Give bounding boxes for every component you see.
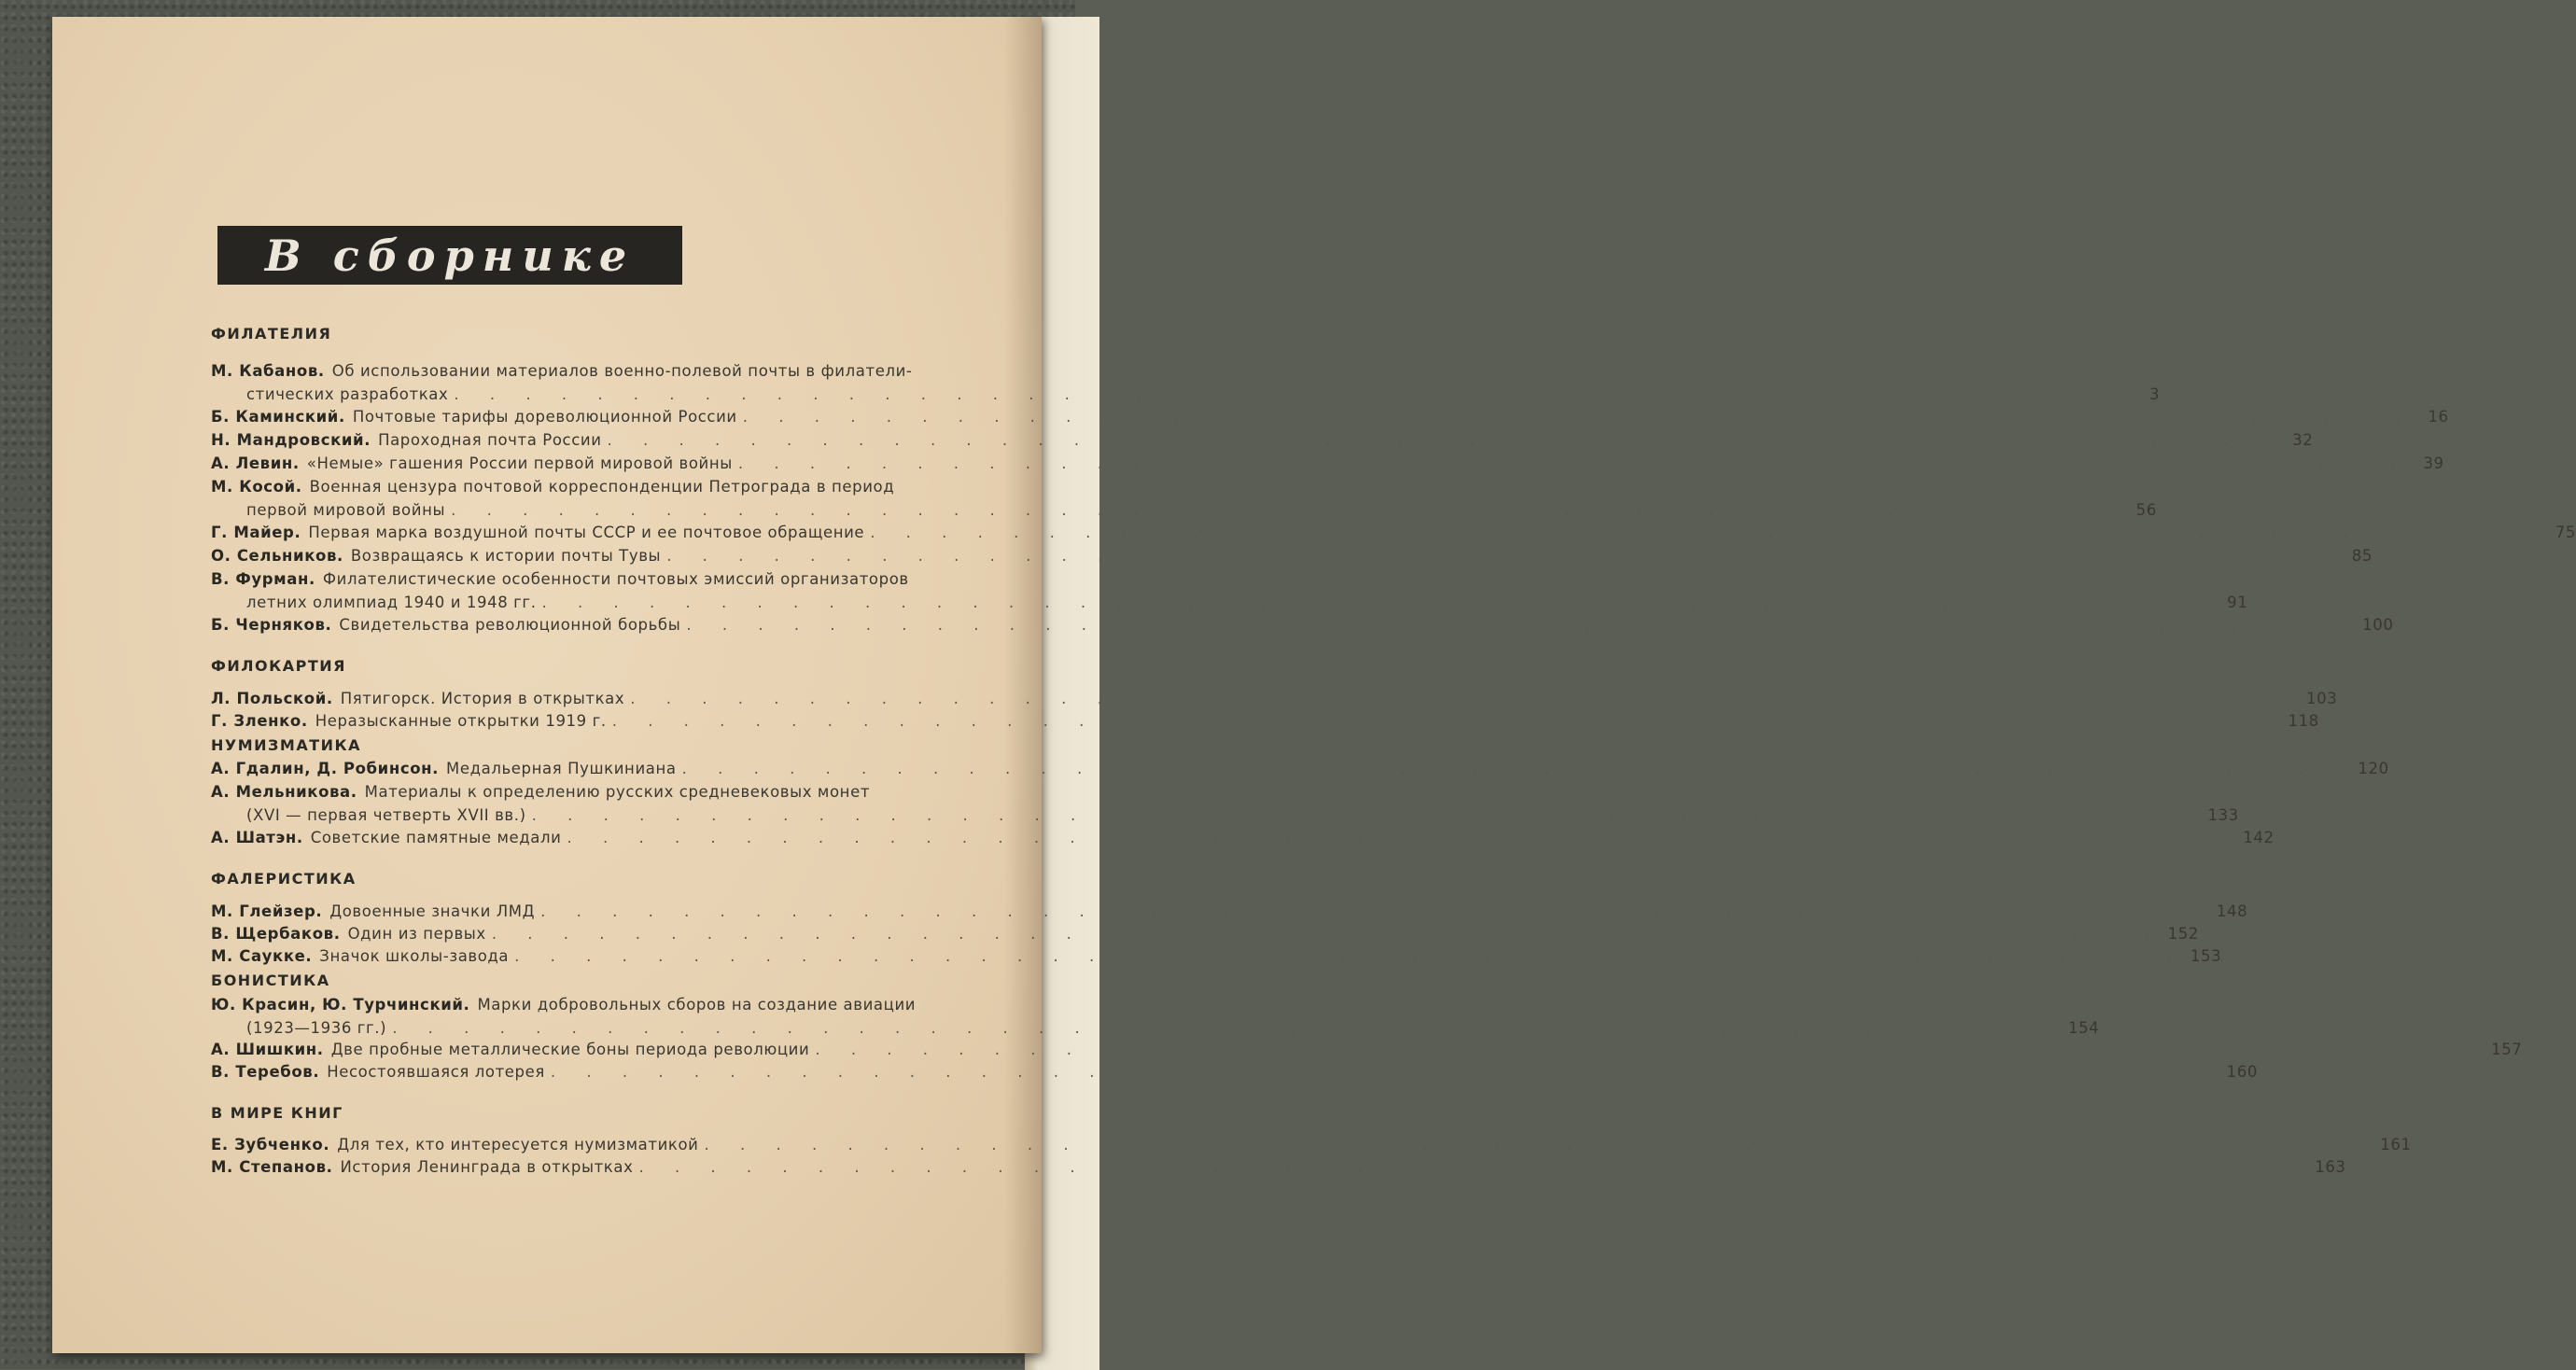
toc-entry-line [211, 829, 2275, 852]
page-number: 103 [2306, 690, 2338, 707]
page-number: 91 [2227, 594, 2248, 611]
entry-title: Значок школы-завода [319, 947, 510, 965]
entry-title: Филателистические особенности почтовых эмиссий организаторов [322, 570, 909, 588]
toc-entry [211, 1063, 2258, 1086]
page-number: 133 [2207, 806, 2239, 824]
page-title: В сборнике [264, 230, 636, 281]
entry-author: В. Теребов. [211, 1063, 320, 1081]
dot-leader [532, 806, 2203, 824]
page-number: 3 [2149, 385, 2161, 403]
toc-entry [211, 616, 2394, 639]
entry-author: Л. Польской. [211, 690, 333, 707]
entry-title: первой мировой войны [246, 501, 446, 519]
dot-leader [551, 1063, 2221, 1081]
section-heading: В МИРЕ КНИГ [211, 1104, 343, 1122]
toc-entry-line [211, 783, 990, 806]
page-number: 154 [2067, 1019, 2100, 1037]
entry-title: Материалы к определению русских средневековых монет [364, 783, 871, 801]
toc-entry-line [211, 1158, 2346, 1181]
toc-entry-line [211, 594, 2248, 617]
entry-author: Г. Зленко. [211, 712, 308, 730]
dot-leader [738, 454, 2409, 472]
toc-entry [211, 925, 2199, 948]
page-number: 157 [2491, 1041, 2523, 1058]
entry-author: А. Шатэн. [211, 829, 303, 846]
dot-leader [815, 1041, 2485, 1058]
entry-author: Б. Каминский. [211, 408, 345, 426]
toc-entry-line [211, 408, 2449, 431]
dot-leader [454, 385, 2124, 403]
toc-entry-line [211, 712, 2319, 735]
entry-title: Об использовании материалов военно-полевой почты в филатели- [331, 362, 913, 380]
title-banner [217, 226, 682, 285]
toc-entry-line [211, 1041, 2523, 1064]
entry-title: (1923—1936 гг.) [246, 1019, 387, 1037]
entry-author: Н. Мандровский. [211, 431, 371, 449]
entry-title: летних олимпиад 1940 и 1948 гг. [246, 594, 537, 611]
entry-author: М. Глейзер. [211, 902, 323, 920]
entry-title: Медальерная Пушкиниана [446, 760, 677, 777]
toc-entry [211, 362, 2161, 409]
dot-leader [392, 1019, 2063, 1037]
entry-title: Свидетельства революционной борьбы [339, 616, 681, 634]
entry-title: Несостоявшаяся лотерея [327, 1063, 545, 1081]
toc-entry [211, 902, 2248, 926]
toc-entry [211, 690, 2338, 713]
toc-entry [211, 760, 2389, 783]
page-number: 75 [2555, 524, 2576, 541]
page-number: 160 [2226, 1063, 2258, 1081]
entry-title: История Ленинграда в открытках [340, 1158, 634, 1176]
toc-entry [211, 1136, 2412, 1159]
toc-entry [211, 1041, 2523, 1064]
entry-title: Возвращаясь к истории почты Тувы [350, 547, 662, 565]
dot-leader [451, 501, 2121, 519]
toc-entry-line [211, 454, 2444, 478]
entry-title: Пятигорск. История в открытках [340, 690, 625, 707]
section-heading: ФИЛАТЕЛИЯ [211, 325, 332, 342]
entry-author: М. Кабанов. [211, 362, 325, 380]
toc-entry-line [211, 760, 2389, 783]
entry-title: Неразысканные открытки 1919 г. [315, 712, 607, 730]
dot-leader [870, 524, 2541, 541]
dot-leader [686, 616, 2357, 634]
toc-entry-line [211, 547, 2373, 570]
entry-author: М. Степанов. [211, 1158, 333, 1176]
toc-entry-line [211, 616, 2394, 639]
toc-entry-line [211, 902, 2248, 926]
toc-entry-line [211, 501, 2157, 524]
entry-author: А. Шишкин. [211, 1041, 324, 1058]
entry-title: стических разработках [246, 385, 449, 403]
dot-leader [682, 760, 2353, 777]
entry-author: А. Гдалин, Д. Робинсон. [211, 760, 440, 777]
section-heading: БОНИСТИКА [211, 972, 330, 989]
toc-entry [211, 524, 2576, 547]
toc-entry [211, 829, 2275, 852]
dot-leader [542, 594, 2213, 611]
page-number: 120 [2358, 760, 2389, 777]
page-number: 56 [2135, 501, 2157, 519]
dot-leader [514, 947, 2185, 965]
toc-entry [211, 431, 2314, 454]
page-number: 148 [2216, 902, 2248, 920]
entry-title: Довоенные значки ЛМД [329, 902, 536, 920]
entry-title: (XVI — первая четверть XVII вв.) [246, 806, 526, 824]
entry-title: Две пробные металлические боны периода революции [330, 1041, 810, 1058]
page-number: 100 [2362, 616, 2394, 634]
toc-entry [211, 570, 2248, 617]
toc-entry-line [211, 1019, 2100, 1042]
dot-leader [630, 690, 2301, 707]
entry-author: О. Сельников. [211, 547, 343, 565]
toc-entry [211, 996, 2100, 1042]
toc-entry [211, 454, 2444, 478]
entry-title: Почтовые тарифы дореволюционной России [352, 408, 737, 426]
page-number: 161 [2380, 1136, 2412, 1153]
entry-title: Марки добровольных сборов на создание авиации [477, 996, 917, 1014]
toc-entry-line [211, 1063, 2258, 1086]
toc-entry-line [211, 806, 2239, 830]
toc-entry [211, 783, 2239, 830]
dot-leader [638, 1158, 2309, 1176]
entry-author: В. Щербаков. [211, 925, 341, 943]
dot-leader [492, 925, 2163, 943]
dot-leader [704, 1136, 2374, 1153]
toc-entry [211, 478, 2157, 524]
toc-entry-line [211, 570, 990, 594]
toc-entry-line [211, 925, 2199, 948]
dot-leader [608, 431, 2278, 449]
toc-entry-line [211, 947, 2222, 971]
toc-entry-line [211, 996, 990, 1019]
entry-title: Первая марка воздушной почты СССР и ее почтовое обращение [308, 524, 865, 541]
page-number: 32 [2292, 431, 2314, 449]
entry-title: Военная цензура почтовой корреспонденции Петрограда в период [309, 478, 895, 496]
toc-entry-line [211, 690, 2338, 713]
entry-author: Г. Майер. [211, 524, 301, 541]
page-number: 153 [2190, 947, 2222, 965]
entry-author: Е. Зубченко. [211, 1136, 330, 1153]
entry-title: «Немые» гашения России первой мировой войны [306, 454, 733, 472]
dot-leader [666, 547, 2337, 565]
page-number: 16 [2428, 408, 2449, 426]
entry-author: М. Косой. [211, 478, 302, 496]
entry-author: Б. Черняков. [211, 616, 332, 634]
toc-entry-line [211, 431, 2314, 454]
section-heading: ФАЛЕРИСТИКА [211, 870, 357, 888]
page-number: 142 [2243, 829, 2275, 846]
toc-entry-line [211, 478, 990, 501]
page-number: 39 [2423, 454, 2444, 472]
dot-leader [743, 408, 2414, 426]
page-number: 118 [2288, 712, 2319, 730]
toc-entry [211, 547, 2373, 570]
entry-author: А. Левин. [211, 454, 300, 472]
entry-title: Советские памятные медали [310, 829, 562, 846]
toc-entry-line [211, 385, 2161, 409]
toc-entry [211, 712, 2319, 735]
toc-entry [211, 947, 2222, 971]
entry-title: Для тех, кто интересуется нумизматикой [337, 1136, 699, 1153]
entry-author: Ю. Красин, Ю. Турчинский. [211, 996, 470, 1014]
page-number: 152 [2167, 925, 2199, 943]
entry-author: А. Мельникова. [211, 783, 357, 801]
dot-leader [540, 902, 2211, 920]
section-heading: НУМИЗМАТИКА [211, 736, 361, 754]
page-number: 163 [2315, 1158, 2346, 1176]
book-page [52, 17, 2576, 1353]
entry-title: Пароходная почта России [378, 431, 602, 449]
toc-entry [211, 408, 2449, 431]
toc-entry-line [211, 362, 990, 385]
entry-author: В. Фурман. [211, 570, 315, 588]
entry-author: М. Саукке. [211, 947, 313, 965]
page-number: 85 [2351, 547, 2373, 565]
toc-entry-line [211, 1136, 2412, 1159]
section-heading: ФИЛОКАРТИЯ [211, 657, 346, 675]
dot-leader [567, 829, 2237, 846]
toc-entry [211, 1158, 2346, 1181]
dot-leader [612, 712, 2283, 730]
toc-entry-line [211, 524, 2576, 547]
entry-title: Один из первых [347, 925, 486, 943]
